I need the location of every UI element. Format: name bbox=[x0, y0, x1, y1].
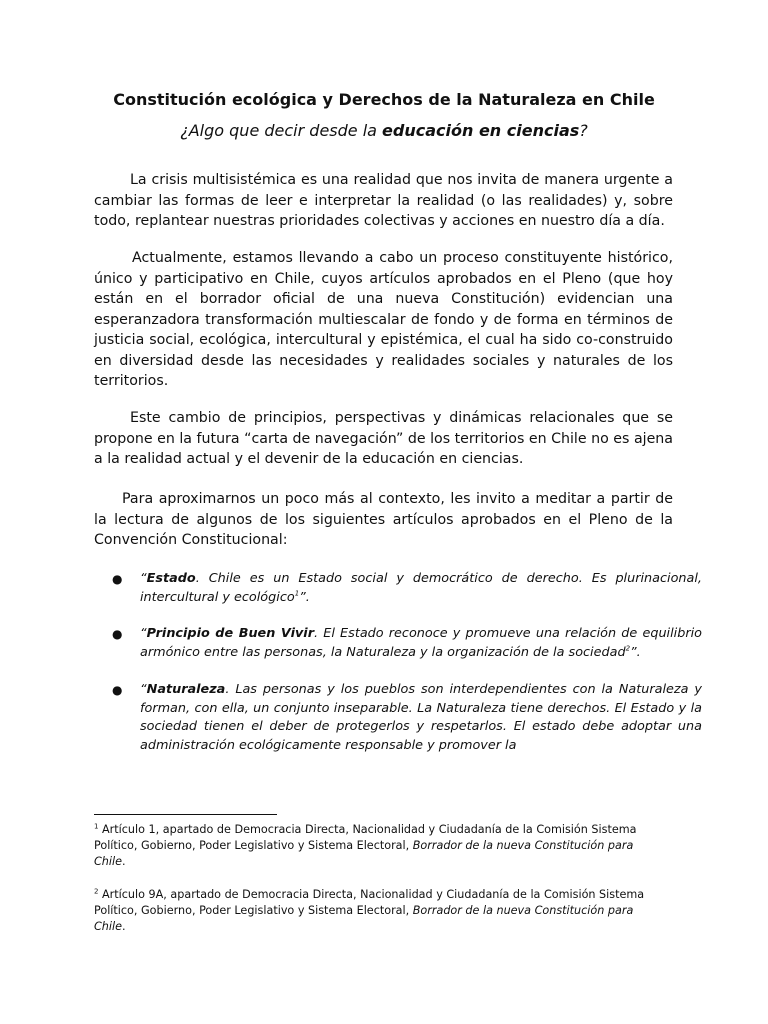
article-text: . El Estado reconoce y promueve una relación de equilibrio armónico entre las personas, la Naturaleza y la organización de la sociedad bbox=[140, 626, 702, 660]
list-item-estado bbox=[112, 570, 702, 607]
footnote-source: Borrador de la nueva Constitución para Chile bbox=[94, 839, 634, 868]
footnote-ref: 1 bbox=[294, 589, 300, 598]
paragraph-4: Para aproximarnos un poco más al contexto, les invito a meditar a partir de la lectura de algunos de los siguientes artículos aprobados en el Pleno de la Convención Constitucional: bbox=[94, 491, 673, 548]
footnote-end: . bbox=[122, 855, 126, 868]
article-text: . Chile es un Estado social y democrático de derecho. Es plurinacional, intercultural y ecológico bbox=[140, 571, 702, 605]
footnote-text: Artículo 9A, apartado de Democracia Directa, Nacionalidad y Ciudadanía de la Comisión Sistema Político, Gobierno, Poder Legislativo y Sistema Electoral, bbox=[94, 888, 645, 917]
open-quote: “ bbox=[140, 571, 147, 586]
open-quote: “ bbox=[140, 626, 147, 641]
subtitle-start: ¿Algo que decir desde la bbox=[180, 121, 383, 140]
subtitle-end: ? bbox=[579, 121, 588, 140]
article-term: Principio de Buen Vivir bbox=[146, 626, 315, 641]
footnote-separator bbox=[94, 814, 277, 815]
list-item-naturaleza bbox=[112, 681, 702, 754]
article-term: Naturaleza bbox=[146, 682, 226, 697]
footnote-end: . bbox=[122, 920, 126, 933]
subtitle-emphasis: educación en ciencias bbox=[382, 121, 580, 140]
list-item-buen-vivir bbox=[112, 625, 702, 662]
page-subtitle bbox=[0, 121, 768, 140]
bullet-icon: ● bbox=[112, 572, 123, 586]
footnote-number: 2 bbox=[94, 887, 99, 896]
bullet-icon: ● bbox=[112, 627, 123, 641]
bullet-icon: ● bbox=[112, 683, 123, 697]
close-quote: ”. bbox=[299, 589, 310, 605]
footnote-ref: 2 bbox=[625, 644, 631, 653]
open-quote: “ bbox=[140, 682, 147, 697]
footnote-source: Borrador de la nueva Constitución para Chile bbox=[94, 904, 634, 933]
footnote-1 bbox=[94, 822, 668, 870]
paragraph-2: Actualmente, estamos llevando a cabo un proceso constituyente histórico, único y participativo en Chile, cuyos artículos aprobados en el Pleno (que hoy están en el borrador oficial de una nueva Constitución) evidencian una esperanzadora transformación multiescalar de fondo y de forma en términos de justicia social, ecológica, intercultural y epistémica, el cual ha sido co-construido en diversidad desde las necesidades y realidades sociales y naturales de los territorios. bbox=[94, 250, 673, 389]
page-title: Constitución ecológica y Derechos de la Naturaleza en Chile bbox=[113, 90, 655, 109]
article-text: . Las personas y los pueblos son interdependientes con la Naturaleza y forman, con ella, un conjunto inseparable. La Naturaleza tiene derechos. El Estado y la sociedad tienen el deber de protegerlos y respetarlos. El estado debe adoptar una administración ecológicamente responsable y promover la bbox=[140, 682, 702, 753]
close-quote: ”. bbox=[630, 644, 641, 660]
article-term: Estado bbox=[146, 571, 196, 586]
footnote-text: Artículo 1, apartado de Democracia Directa, Nacionalidad y Ciudadanía de la Comisión Sistema Político, Gobierno, Poder Legislativo y Sistema Electoral, bbox=[94, 823, 637, 852]
paragraph-3: Este cambio de principios, perspectivas y dinámicas relacionales que se propone en la futura “carta de navegación” de los territorios en Chile no es ajena a la realidad actual y el devenir de la educación en ciencias. bbox=[94, 410, 673, 467]
footnote-number: 1 bbox=[94, 822, 99, 831]
footnote-2 bbox=[94, 887, 668, 935]
paragraph-1: La crisis multisistémica es una realidad que nos invita de manera urgente a cambiar las formas de leer e interpretar la realidad (o las realidades) y, sobre todo, replantear nuestras prioridades colectivas y acciones en nuestro día a día. bbox=[94, 172, 673, 229]
